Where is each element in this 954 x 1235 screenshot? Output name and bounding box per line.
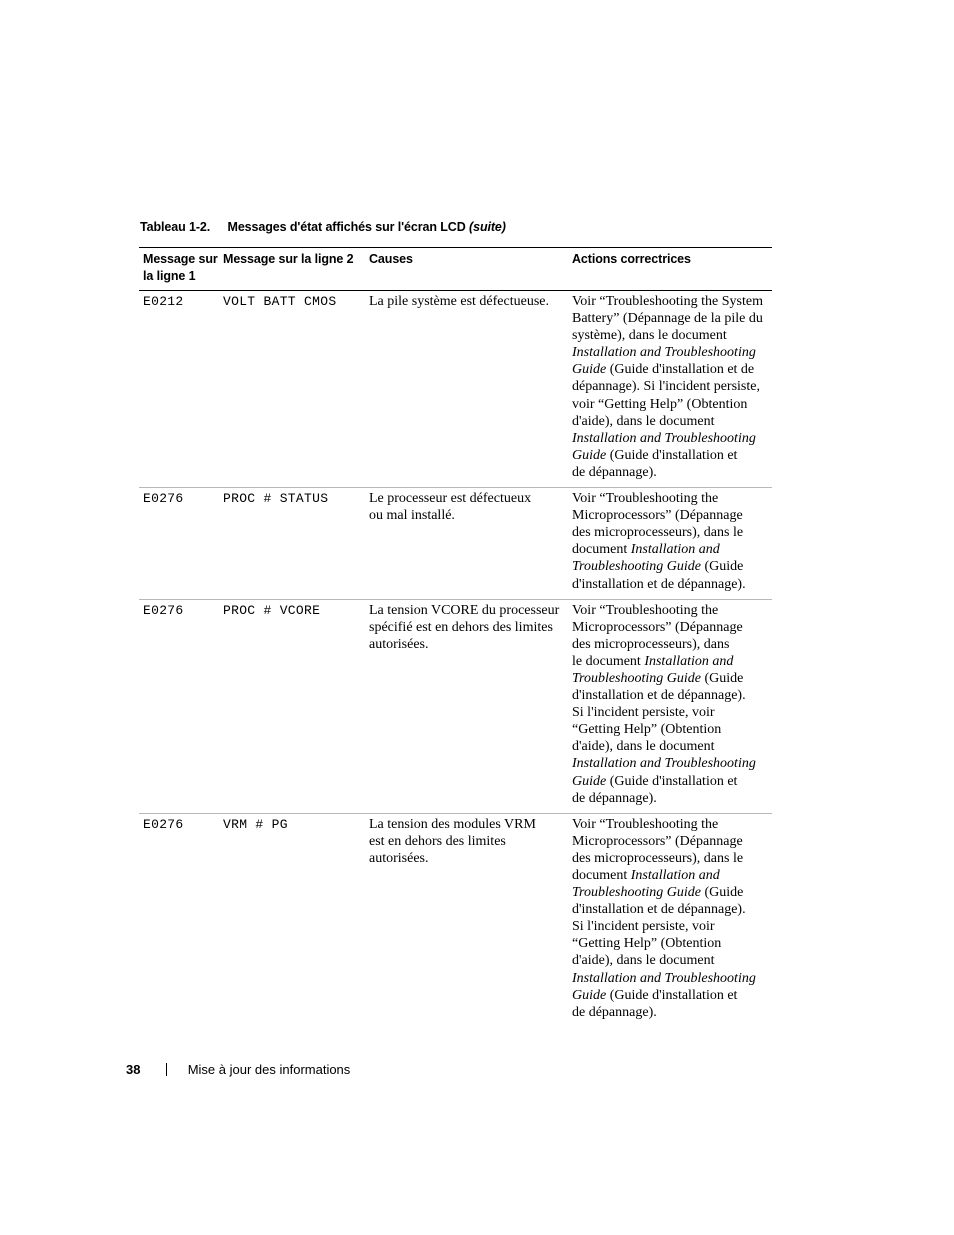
action-text: “Getting Help” (Obtention — [572, 722, 722, 738]
action-text: Microprocessors” (Dépannage — [572, 619, 743, 635]
action-line — [572, 378, 770, 395]
table-row — [139, 291, 772, 488]
action-line — [572, 738, 770, 755]
cell-action — [568, 813, 772, 1027]
header-corrective-actions — [568, 248, 772, 291]
doc-title: Installation and Troubleshooting — [572, 970, 756, 986]
action-text: (Guide d'installation et — [606, 447, 738, 463]
action-line — [572, 816, 770, 833]
action-text: Voir “Troubleshooting the System — [572, 294, 763, 309]
doc-title: Troubleshooting Guide — [572, 559, 701, 575]
action-text: d'aide), dans le document — [572, 953, 715, 969]
action-text: (Guide — [701, 885, 744, 901]
action-text: (Guide d'installation et — [606, 773, 738, 789]
action-line — [572, 884, 770, 901]
cell-line1-message — [139, 813, 219, 1027]
action-line — [572, 833, 770, 850]
action-text: d'installation et de dépannage). — [572, 902, 746, 918]
action-line — [572, 670, 770, 687]
action-line — [572, 1004, 770, 1021]
action-line — [572, 970, 770, 987]
cell-line1-message — [139, 291, 219, 488]
action-text: “Getting Help” (Obtention — [572, 936, 722, 952]
doc-title: Installation and — [630, 542, 720, 558]
action-text: document — [572, 542, 631, 558]
action-text: (Guide — [701, 670, 744, 686]
action-line — [572, 952, 770, 969]
page-number: 38 — [126, 1062, 141, 1077]
header-line: Message sur — [143, 252, 218, 266]
action-line — [572, 773, 770, 790]
action-line — [572, 987, 770, 1004]
action-text: dépannage). Si l'incident persiste, — [572, 379, 760, 395]
action-text: le document — [572, 653, 645, 669]
action-line — [572, 636, 770, 653]
cause-line: autorisées. — [369, 850, 429, 866]
cell-line1-message — [139, 599, 219, 813]
cell-cause — [365, 291, 568, 488]
action-line — [572, 867, 770, 884]
header-line: Causes — [369, 252, 413, 266]
table-row — [139, 599, 772, 813]
message-code: E0276 — [143, 491, 184, 507]
action-line — [572, 524, 770, 541]
action-line — [572, 721, 770, 738]
doc-title: Installation and Troubleshooting — [572, 345, 756, 361]
action-text: des microprocesseurs), dans le — [572, 850, 744, 866]
action-line — [572, 704, 770, 721]
action-text: Voir “Troubleshooting the — [572, 491, 719, 507]
doc-title: Troubleshooting Guide — [572, 670, 701, 686]
action-line — [572, 850, 770, 867]
footer-separator — [166, 1063, 167, 1076]
action-line — [572, 327, 770, 344]
table-number: Tableau 1-2. — [140, 220, 211, 234]
action-text: de dépannage). — [572, 1004, 657, 1020]
action-text: Microprocessors” (Dépannage — [572, 508, 743, 524]
message-text: PROC # VCORE — [223, 602, 321, 618]
doc-title: Installation and Troubleshooting — [572, 430, 756, 446]
action-line — [572, 558, 770, 575]
action-text: système), dans le document — [572, 328, 727, 344]
action-line — [572, 576, 770, 593]
action-line — [572, 447, 770, 464]
table-title: Messages d'état affichés sur l'écran LCD — [227, 220, 466, 234]
cell-action — [568, 599, 772, 813]
table-row — [139, 813, 772, 1027]
action-line — [572, 310, 770, 327]
action-line — [572, 344, 770, 361]
action-line — [572, 755, 770, 772]
action-text: Si l'incident persiste, voir — [572, 705, 715, 721]
action-text: Battery” (Dépannage de la pile du — [572, 311, 763, 327]
doc-title: Guide — [572, 447, 607, 463]
action-line — [572, 490, 770, 507]
action-line — [572, 507, 770, 524]
cause-line: ou mal installé. — [369, 508, 455, 524]
message-code: E0276 — [143, 816, 184, 832]
message-text: PROC # STATUS — [223, 491, 329, 507]
cause-line: La tension VCORE du processeur — [369, 602, 560, 618]
action-text: Voir “Troubleshooting the — [572, 602, 719, 618]
action-text: (Guide d'installation et — [606, 987, 738, 1003]
doc-title: Guide — [572, 987, 607, 1003]
cell-cause — [365, 599, 568, 813]
cell-cause — [365, 813, 568, 1027]
cell-line1-message — [139, 488, 219, 600]
footer-section-title: Mise à jour des informations — [187, 1062, 351, 1077]
action-text: Voir “Troubleshooting the — [572, 816, 719, 832]
cause-line: spécifié est en dehors des limites — [369, 619, 553, 635]
table-caption — [140, 220, 506, 234]
action-line — [572, 935, 770, 952]
cell-cause — [365, 488, 568, 600]
page-footer — [126, 1062, 350, 1077]
action-text: des microprocesseurs), dans — [572, 636, 730, 652]
action-text: des microprocesseurs), dans le — [572, 525, 744, 541]
header-line: la ligne 1 — [143, 269, 196, 283]
cell-line2-message — [219, 813, 365, 1027]
doc-title: Troubleshooting Guide — [572, 885, 701, 901]
doc-title: Guide — [572, 773, 607, 789]
action-line — [572, 653, 770, 670]
action-text: d'aide), dans le document — [572, 739, 715, 755]
message-code: E0212 — [143, 294, 184, 309]
message-text: VRM # PG — [223, 816, 288, 832]
action-line — [572, 396, 770, 413]
header-line2-message — [219, 248, 365, 291]
action-text: voir “Getting Help” (Obtention — [572, 396, 748, 412]
cell-action — [568, 488, 772, 600]
doc-title: Installation and — [630, 868, 720, 883]
action-line — [572, 430, 770, 447]
header-line1-message — [139, 248, 219, 291]
action-line — [572, 413, 770, 430]
action-line — [572, 541, 770, 558]
table-row — [139, 488, 772, 600]
action-text: Microprocessors” (Dépannage — [572, 833, 743, 849]
header-causes — [365, 248, 568, 291]
cell-line2-message — [219, 488, 365, 600]
table-header-row — [139, 248, 772, 291]
cause-line: Le processeur est défectueux — [369, 491, 532, 507]
header-line: Actions correctrices — [572, 252, 691, 266]
message-code: E0276 — [143, 602, 184, 618]
action-text: de dépannage). — [572, 790, 657, 806]
action-text: Si l'incident persiste, voir — [572, 919, 715, 935]
action-line — [572, 293, 770, 310]
cause-line: est en dehors des limites — [369, 833, 506, 849]
action-line — [572, 687, 770, 704]
doc-title: Installation and — [644, 653, 734, 669]
action-line — [572, 464, 770, 481]
action-line — [572, 619, 770, 636]
table-title-suffix: (suite) — [469, 220, 506, 234]
action-text: (Guide — [701, 559, 744, 575]
action-line — [572, 901, 770, 918]
action-text: de dépannage). — [572, 464, 657, 480]
action-text: d'aide), dans le document — [572, 413, 715, 429]
status-messages-table — [139, 247, 772, 1027]
cell-action — [568, 291, 772, 488]
action-text: (Guide d'installation et de — [606, 362, 755, 378]
action-line — [572, 918, 770, 935]
cause-line: La tension des modules VRM — [369, 816, 536, 832]
cause-line: La pile système est défectueuse. — [369, 294, 549, 309]
action-text: d'installation et de dépannage). — [572, 576, 746, 592]
cell-line2-message — [219, 599, 365, 813]
action-text: document — [572, 868, 631, 883]
header-line: Message sur la ligne 2 — [223, 252, 354, 266]
action-line — [572, 790, 770, 807]
action-line — [572, 361, 770, 378]
doc-title: Guide — [572, 362, 607, 378]
doc-title: Installation and Troubleshooting — [572, 756, 756, 772]
action-line — [572, 602, 770, 619]
message-text: VOLT BATT CMOS — [223, 294, 337, 309]
cell-line2-message — [219, 291, 365, 488]
action-text: d'installation et de dépannage). — [572, 688, 746, 704]
cause-line: autorisées. — [369, 636, 429, 652]
